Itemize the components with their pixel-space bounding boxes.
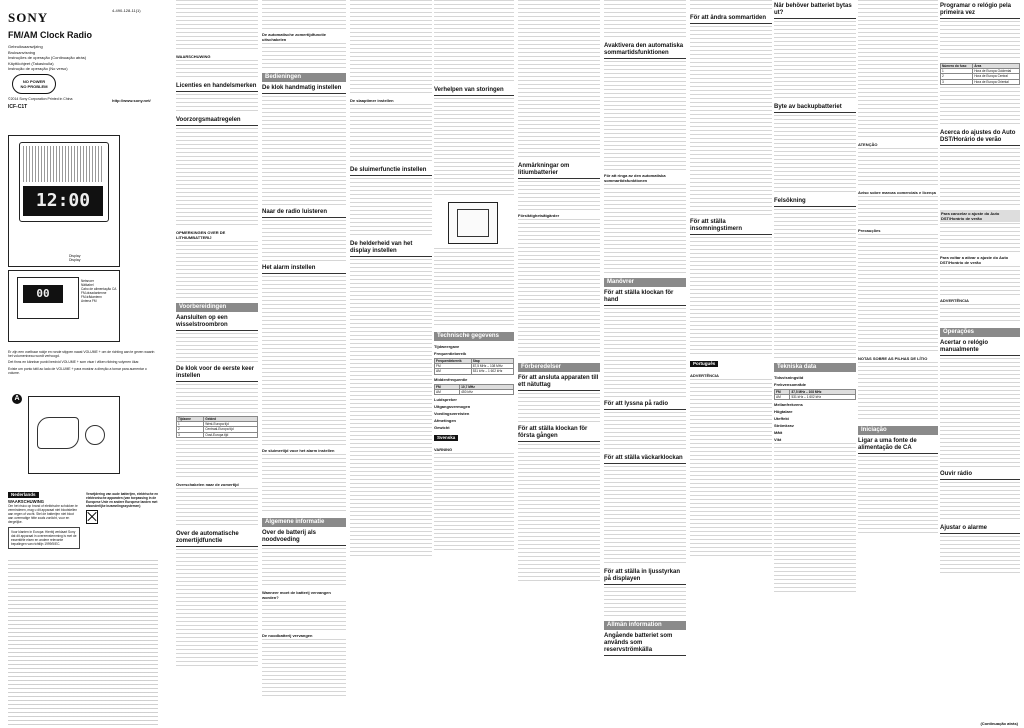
table-cell: 1	[941, 69, 973, 74]
radio-front-figure	[8, 135, 120, 267]
heading-ligar: Ligar a uma fonte de alimentação de CA	[858, 438, 938, 454]
text-block	[176, 94, 258, 114]
text-block	[774, 115, 856, 195]
table-cell: 531 kHz – 1 602 kHz	[471, 369, 513, 374]
figure-a-label: A	[12, 394, 22, 404]
column-9	[858, 0, 938, 728]
warning-text: Om het risico op brand of elektrische schokken te verminderen, mag u dit apparaat niet blootstellen aan regen of vocht. Stel de batterijen niet bloot aan overmatige hitte zoals zonlicht, vuur en dergelijke.	[8, 504, 78, 524]
pt-flag: Português	[690, 361, 718, 367]
text-block	[262, 43, 346, 69]
section-iniciacao: Iniciação	[858, 426, 938, 435]
heading-ativar: Para voltar a ativar o ajuste do Auto DST/Horário de verão	[940, 254, 1009, 265]
heading-auto-uitschakelen: De automatische zomertijdfunctie uitschakelen	[262, 32, 327, 42]
heading-vikt: Vikt	[774, 437, 782, 443]
heading-vackarklocka: För att ställa väckarklockan	[604, 455, 686, 464]
text-block	[940, 223, 1020, 253]
section-tekniska: Tekniska data	[774, 363, 856, 372]
heading-uitgang: Uitgangsvermogen	[434, 404, 471, 410]
heading-vervangen: Wanneer moet de batterij vervangen worden?	[262, 590, 331, 600]
model-number: ICF-C1T	[8, 104, 28, 110]
column-7	[690, 0, 772, 728]
heading-cancelar: Para cancelar o ajuste do Auto DST/Horário de verão	[940, 210, 1020, 222]
heading-noodbatterij: De noodbatterij vervangen	[262, 633, 313, 638]
table-cell: 1	[177, 422, 204, 427]
heading-advertencia-pt: ADVERTÊNCIA	[940, 297, 969, 303]
column-6	[604, 0, 686, 728]
column-3	[262, 0, 346, 728]
cover-panel	[4, 0, 164, 728]
column-2	[176, 0, 258, 728]
figure-a-illustration	[28, 396, 120, 474]
heading-midden: Middenfrequentie	[434, 376, 468, 382]
text-block	[262, 220, 346, 262]
copyright-text: ©2014 Sony Corporation Printed in China	[8, 97, 73, 101]
table-cell: FM	[435, 364, 472, 369]
heading-frequentie: Frequentiebereik	[434, 351, 467, 356]
heading-advertencia: ADVERTÊNCIA	[690, 373, 719, 378]
table-header: Gebied	[204, 417, 258, 422]
text-block	[604, 587, 686, 617]
warning-heading: WAARSCHUWING	[8, 499, 45, 504]
table-cell: 2	[941, 74, 973, 79]
text-block	[176, 549, 258, 669]
text-block	[518, 219, 600, 359]
language-item: Instruções de operação (Continuação atrás)	[8, 55, 87, 60]
heading-programar: Programar o relógio pela primeira vez	[940, 3, 1020, 19]
heading-ansluta: För att ansluta apparaten till ett nätuttag	[518, 375, 600, 391]
text-block	[774, 21, 856, 101]
text-block	[858, 196, 938, 226]
table-cell: West-Europa tijd	[204, 422, 258, 427]
heading-lyssna: För att lyssna på radio	[604, 401, 686, 410]
page-title: FM/AM Clock Radio	[8, 30, 93, 40]
badge-line: NO POWER	[22, 79, 46, 84]
lcd-time-small: 00	[36, 287, 50, 300]
caption-sv: Det finns en kännbar punkt bredvid VOLUME + som visar i vilken riktning volymen ökar.	[8, 360, 140, 365]
text-block	[176, 241, 258, 299]
heading-notas: NOTAS SOBRE AS PILHAS DE LÍTIO	[858, 356, 928, 361]
text-block	[604, 184, 686, 274]
text-block	[518, 0, 600, 160]
table-cell: Centraal-Europa tijd	[204, 427, 258, 432]
europe-note	[8, 527, 80, 549]
text-block	[774, 209, 856, 359]
text-block	[690, 26, 772, 216]
table-header: Área	[973, 64, 1020, 69]
text-block	[176, 0, 258, 52]
language-item: Käyttöohjeet (Takasivulla)	[8, 60, 54, 66]
text-block	[262, 454, 346, 514]
text-block	[518, 393, 600, 423]
text-block	[690, 379, 772, 559]
section-operacoes: Operações	[940, 328, 1020, 337]
heading-sluimer: De sluimerfunctie instellen	[350, 167, 432, 176]
text-block	[350, 178, 432, 238]
heading-handmatig: De klok handmatig instellen	[262, 85, 346, 94]
text-block	[858, 362, 938, 422]
table-row	[177, 432, 258, 437]
label-cabo: Cabo de alimentação CA	[81, 287, 117, 291]
table-cell: 531 kHz – 1 602 kHz	[790, 395, 856, 400]
heading-avaktivera: Avaktivera den automatiska sommartidsfunktionen	[604, 43, 686, 59]
text-block	[604, 0, 686, 40]
heading-voorzorg: Voorzorgsmaatregelen	[176, 117, 258, 126]
heading-ljusstyrka: För att ställa in ljusstyrkan på displayen	[604, 569, 686, 585]
sv-flag: Svenska	[434, 435, 458, 441]
callout-labels	[81, 279, 116, 303]
continued-note: (Continuação atrás)	[980, 721, 1018, 726]
text-block	[176, 384, 258, 414]
heading-waarschuwing: WAARSCHUWING	[176, 54, 211, 59]
section-bedieningen: Bedieningen	[262, 73, 346, 82]
text-block	[176, 488, 258, 528]
section-technische: Technische gegevens	[434, 332, 514, 341]
text-block	[940, 148, 1020, 208]
heading-varning: VARNING	[434, 447, 453, 453]
heading-luidspreker: Luidspreker	[434, 397, 457, 403]
column-5	[518, 0, 600, 728]
text-block	[176, 440, 258, 480]
text-block	[604, 308, 686, 398]
radio-rear-illustration	[457, 209, 489, 237]
text-block	[434, 98, 514, 198]
heading-overschakelen: Overschakelen naar de zomertijd	[176, 481, 239, 487]
heading-klok-eerste: De klok voor de eerste keer instellen	[176, 366, 258, 382]
heading-felsokning: Felsökning	[774, 198, 856, 207]
europe-note-text: Voor klanten in Europa: Hierbij verklaart Sony dat dit apparaat in overeenstemming is met de essentiële eisen en andere relevante bepalingen van richtlijn 1999/5/EC.	[11, 530, 77, 546]
table-cell: AM	[435, 369, 472, 374]
lcd-time: 12:00	[35, 190, 91, 211]
text-block	[350, 259, 432, 559]
table-cell: FM	[435, 384, 460, 389]
text-block	[940, 87, 1020, 127]
label-netsnoer: Netsnoer	[81, 279, 94, 283]
heading-aviso: Aviso sobre marcas comerciais e licença	[858, 190, 936, 195]
text-block	[176, 60, 258, 80]
heading-matt: Mått	[774, 430, 783, 436]
text-block	[518, 181, 600, 211]
disposal-heading: Verwijdering van oude batterijen, elektrische en elektronische apparaten (van toepassing in de Europese Unie en andere Europese landen met afzonderlijke inzamelingssystemen)	[86, 492, 159, 508]
table-header: Stap	[471, 359, 513, 364]
text-block	[690, 237, 772, 357]
heading-sommartid: För att ändra sommartiden	[690, 15, 772, 24]
heading-uteffekt: Uteffekt	[774, 416, 789, 422]
heading-stalla-klocka: För att ställa klockan för första gången	[518, 426, 600, 442]
nl-flag: Nederlands	[8, 492, 39, 498]
no-power-badge	[12, 74, 56, 94]
mid-freq-table	[434, 384, 514, 395]
language-list	[8, 44, 86, 72]
text-block	[518, 444, 600, 584]
text-block	[262, 0, 346, 30]
language-item: Bruksanvisning	[8, 49, 36, 55]
text-block	[604, 61, 686, 171]
text-block	[176, 128, 258, 228]
hand-illustration	[37, 417, 79, 449]
heading-slaaptimer: De slaaptimer instellen	[350, 98, 394, 103]
text-block	[262, 601, 346, 631]
text-block	[940, 21, 1020, 61]
lcd-display-small	[23, 285, 63, 303]
text-block	[604, 466, 686, 566]
table-row	[435, 369, 514, 374]
label-fm-tradantenn: FM-trådantenn	[81, 295, 102, 299]
heading-ringa-av: För att ringa av den automatiska sommartidsfunktionen	[604, 173, 666, 183]
heading-insomning: För att ställa insomningstimern	[690, 219, 772, 235]
table-cell: AM	[775, 395, 790, 400]
caption-nl: Er zijn een voelbaar nokje en ronde stippen naast VOLUME + om de richting aan te geven waarin het volumeniveau wordt verhoogd.	[8, 350, 155, 359]
table-cell: 87,5 MHz – 108 MHz	[471, 364, 513, 369]
heading-forsiktighet: Försiktighetsåtgärder	[518, 213, 560, 218]
table-cell: AM	[435, 389, 460, 394]
heading-atencao: ATENÇÃO	[858, 142, 878, 147]
label-display: Display	[69, 254, 81, 258]
heading-reserv: Angående batteriet som används som reservströmkälla	[604, 633, 686, 656]
text-block	[434, 0, 514, 84]
nl-warning	[8, 500, 80, 552]
battery-illustration	[85, 425, 105, 445]
caption-pt: Existe um ponto tátil ao lado de VOLUME + para mostrar a direção a tomar para aumentar o volume.	[8, 366, 147, 375]
brand-logo: SONY	[8, 10, 49, 25]
battery-figure	[448, 202, 498, 244]
heading-lithium: OPMERKINGEN OVER DE LITHIUMBATTERIJ	[176, 230, 226, 240]
table-cell: Hora de Europa Ocidental	[973, 69, 1020, 74]
label-display2: Display	[69, 258, 81, 262]
language-item: Instrução de operação (No verso)	[8, 66, 68, 71]
nl-disposal	[86, 492, 160, 526]
text-block	[690, 0, 772, 12]
heading-frekvens: Frekvensområde	[774, 382, 807, 387]
text-block	[350, 0, 432, 96]
section-forberedelser: Förberedelser	[518, 363, 600, 372]
table-cell: 87,5 MHz – 108 MHz	[790, 390, 856, 395]
table-cell: 10,7 MHz	[460, 384, 514, 389]
section-voorbereidingen: Voorbereidingen	[176, 303, 258, 312]
column-4a	[350, 0, 432, 728]
table-cell: 3	[941, 79, 973, 84]
badge-line: NO PROBLEM	[20, 84, 48, 89]
pt-timezone-table	[940, 63, 1020, 85]
text-block	[940, 536, 1020, 576]
heading-backup: Byte av backupbatteriet	[774, 104, 856, 113]
radio-back-figure	[8, 270, 120, 342]
table-row	[775, 395, 856, 400]
text-block	[940, 358, 1020, 468]
table-cell: 3	[177, 432, 204, 437]
heading-acerca: Acerca do ajustes do Auto DST/Horário de verão	[940, 130, 1020, 146]
heading-batterij: Over de batterij als noodvoeding	[262, 530, 346, 546]
text-block	[262, 639, 346, 699]
table-row	[435, 389, 514, 394]
heading-sluimertijd: De sluimertijd voor het alarm instellen	[262, 448, 335, 453]
text-block	[262, 96, 346, 206]
section-allman: Allmän information	[604, 621, 686, 630]
column-4b	[434, 0, 514, 728]
heading-handelsmerken: Licenties en handelsmerken	[176, 83, 258, 92]
doc-number: 4-490-128-11(1)	[112, 8, 141, 13]
table-header: Número do fuso	[941, 64, 973, 69]
heading-anmarkningar: Anmärkningar om litiumbatterier	[518, 163, 600, 179]
heading-display: De helderheid van het display instellen	[350, 241, 432, 257]
text-block	[262, 276, 346, 446]
heading-klockan-hand: För att ställa klockan för hand	[604, 290, 686, 306]
timezone-table	[176, 416, 258, 438]
heading-verhelpen: Verhelpen van storingen	[434, 87, 514, 96]
heading-voeding: Voedingsvereisten	[434, 411, 470, 417]
heading-acertar: Acertar o relógio manualmente	[940, 340, 1020, 356]
text-block	[604, 412, 686, 452]
heading-precaucoes: Precauções	[858, 228, 881, 233]
bin-icon	[86, 510, 98, 524]
heading-alarm: Het alarm instellen	[262, 265, 346, 274]
text-block	[858, 234, 938, 354]
heading-aansluiten: Aansluiten op een wisselstroombron	[176, 315, 258, 331]
section-algemeen: Algemene informatie	[262, 518, 346, 527]
heading-mellan: Mellanfrekvens	[774, 402, 803, 408]
cover-body-text	[8, 560, 158, 725]
table-header: Tijdzone	[177, 417, 204, 422]
heading-auto-zomertijd: Over de automatische zomertijdfunctie	[176, 531, 258, 547]
text-block	[940, 482, 1020, 522]
text-block	[858, 148, 938, 188]
heading-tijdweergave: Tijdweergave	[434, 344, 460, 349]
text-block	[940, 304, 1020, 324]
table-cell: 450 kHz	[460, 389, 514, 394]
text-block	[434, 248, 514, 328]
label-natkabel: Nätkabel	[81, 283, 94, 287]
text-block	[262, 548, 346, 588]
label-fm-draad: FM-draadantenne	[81, 291, 107, 295]
heading-hogtalare: Högtalare	[774, 409, 793, 415]
label-antena-fm: Antena FM	[81, 299, 97, 303]
language-item: Gebruiksaanwijzing	[8, 44, 43, 49]
caption-block	[8, 350, 158, 377]
heading-gewicht: Gewicht	[434, 425, 450, 431]
heading-tidsvisning: Tidsvisningstid	[774, 375, 804, 380]
heading-ajustar: Ajustar o alarme	[940, 525, 1020, 534]
table-cell: Hora de Europa Oriental	[973, 79, 1020, 84]
sv-frequency-table	[774, 389, 856, 400]
section-manover: Manövrer	[604, 278, 686, 287]
heading-radio: Naar de radio luisteren	[262, 209, 346, 218]
text-block	[434, 453, 514, 553]
lcd-display	[23, 186, 103, 216]
text-block	[940, 266, 1020, 296]
table-header: Frequentiebereik	[435, 359, 472, 364]
table-cell: FM	[775, 390, 790, 395]
column-10	[940, 0, 1020, 728]
heading-strom: Strömkrav	[774, 423, 794, 429]
url-text: http://www.sony.net/	[112, 98, 151, 103]
table-cell: Hora de Europa Central	[973, 74, 1020, 79]
text-block	[350, 104, 432, 164]
frequency-table	[434, 358, 514, 375]
text-block	[858, 456, 938, 536]
heading-afmetingen: Afmetingen	[434, 418, 456, 424]
column-8	[774, 0, 856, 728]
text-block	[858, 0, 938, 140]
table-cell: Oost-Europa tijd	[204, 432, 258, 437]
heading-byta: När behöver batteriet bytas ut?	[774, 3, 856, 19]
text-block	[774, 443, 856, 593]
heading-ouvir: Ouvir rádio	[940, 471, 1020, 480]
table-row	[941, 79, 1020, 84]
text-block	[176, 333, 258, 363]
speaker-grille	[23, 146, 103, 182]
table-cell: 2	[177, 427, 204, 432]
